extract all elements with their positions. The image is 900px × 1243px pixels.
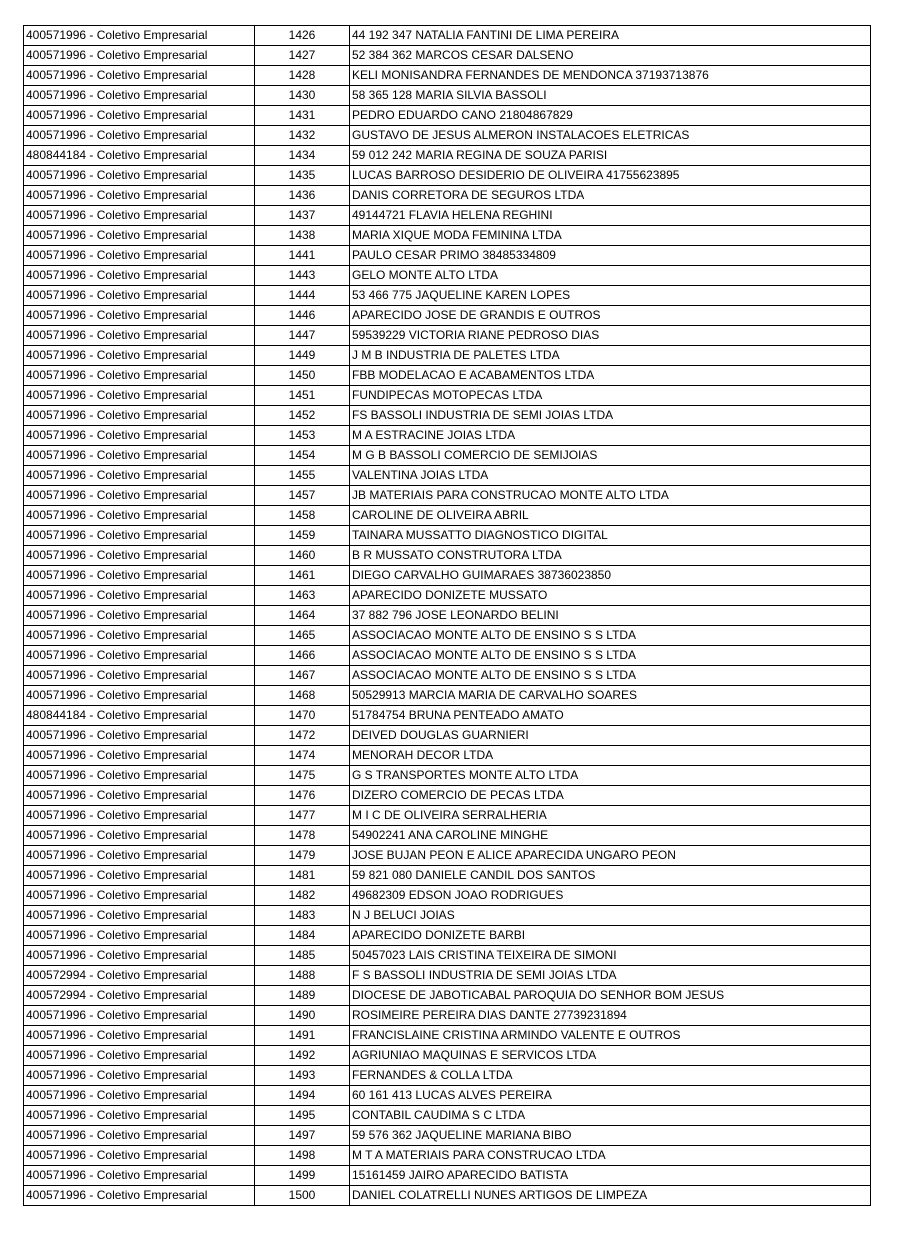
contract-cell: 400571996 - Coletivo Empresarial [24, 426, 255, 446]
contract-cell: 400571996 - Coletivo Empresarial [24, 506, 255, 526]
number-cell: 1485 [255, 946, 350, 966]
contract-cell: 480844184 - Coletivo Empresarial [24, 146, 255, 166]
table-row [24, 1146, 871, 1166]
name-cell: PEDRO EDUARDO CANO 21804867829 [350, 106, 871, 126]
contract-cell: 400571996 - Coletivo Empresarial [24, 586, 255, 606]
name-cell: M A ESTRACINE JOIAS LTDA [350, 426, 871, 446]
name-cell: FUNDIPECAS MOTOPECAS LTDA [350, 386, 871, 406]
number-cell: 1443 [255, 266, 350, 286]
name-cell: 49682309 EDSON JOAO RODRIGUES [350, 886, 871, 906]
contract-cell: 400571996 - Coletivo Empresarial [24, 86, 255, 106]
name-cell: 15161459 JAIRO APARECIDO BATISTA [350, 1166, 871, 1186]
contract-cell: 400571996 - Coletivo Empresarial [24, 946, 255, 966]
table-row [24, 1006, 871, 1026]
contracts-table-body [24, 26, 871, 1206]
number-cell: 1453 [255, 426, 350, 446]
name-cell: ROSIMEIRE PEREIRA DIAS DANTE 27739231894 [350, 1006, 871, 1026]
table-row [24, 466, 871, 486]
number-cell: 1446 [255, 306, 350, 326]
name-cell: FERNANDES & COLLA LTDA [350, 1066, 871, 1086]
contract-cell: 400571996 - Coletivo Empresarial [24, 346, 255, 366]
number-cell: 1430 [255, 86, 350, 106]
contract-cell: 400571996 - Coletivo Empresarial [24, 186, 255, 206]
number-cell: 1499 [255, 1166, 350, 1186]
number-cell: 1484 [255, 926, 350, 946]
contract-cell: 400571996 - Coletivo Empresarial [24, 806, 255, 826]
table-row [24, 326, 871, 346]
contract-cell: 400571996 - Coletivo Empresarial [24, 326, 255, 346]
number-cell: 1477 [255, 806, 350, 826]
name-cell: 53 466 775 JAQUELINE KAREN LOPES [350, 286, 871, 306]
name-cell: FBB MODELACAO E ACABAMENTOS LTDA [350, 366, 871, 386]
table-row [24, 46, 871, 66]
number-cell: 1467 [255, 666, 350, 686]
name-cell: ASSOCIACAO MONTE ALTO DE ENSINO S S LTDA [350, 666, 871, 686]
name-cell: DIEGO CARVALHO GUIMARAES 38736023850 [350, 566, 871, 586]
number-cell: 1428 [255, 66, 350, 86]
table-row [24, 1166, 871, 1186]
name-cell: DANIEL COLATRELLI NUNES ARTIGOS DE LIMPEZA [350, 1186, 871, 1206]
number-cell: 1431 [255, 106, 350, 126]
number-cell: 1455 [255, 466, 350, 486]
number-cell: 1427 [255, 46, 350, 66]
table-row [24, 666, 871, 686]
number-cell: 1498 [255, 1146, 350, 1166]
table-row [24, 886, 871, 906]
name-cell: 50457023 LAIS CRISTINA TEIXEIRA DE SIMONI [350, 946, 871, 966]
table-row [24, 726, 871, 746]
number-cell: 1500 [255, 1186, 350, 1206]
contract-cell: 400571996 - Coletivo Empresarial [24, 1086, 255, 1106]
number-cell: 1479 [255, 846, 350, 866]
number-cell: 1482 [255, 886, 350, 906]
name-cell: 54902241 ANA CAROLINE MINGHE [350, 826, 871, 846]
name-cell: MENORAH DECOR LTDA [350, 746, 871, 766]
number-cell: 1452 [255, 406, 350, 426]
table-row [24, 226, 871, 246]
number-cell: 1481 [255, 866, 350, 886]
name-cell: DIZERO COMERCIO DE PECAS LTDA [350, 786, 871, 806]
number-cell: 1438 [255, 226, 350, 246]
number-cell: 1437 [255, 206, 350, 226]
table-row [24, 986, 871, 1006]
name-cell: 58 365 128 MARIA SILVIA BASSOLI [350, 86, 871, 106]
number-cell: 1483 [255, 906, 350, 926]
contract-cell: 400572994 - Coletivo Empresarial [24, 966, 255, 986]
contract-cell: 400571996 - Coletivo Empresarial [24, 1146, 255, 1166]
contract-cell: 400571996 - Coletivo Empresarial [24, 266, 255, 286]
table-row [24, 1126, 871, 1146]
contract-cell: 400571996 - Coletivo Empresarial [24, 406, 255, 426]
number-cell: 1472 [255, 726, 350, 746]
name-cell: JB MATERIAIS PARA CONSTRUCAO MONTE ALTO LTDA [350, 486, 871, 506]
number-cell: 1493 [255, 1066, 350, 1086]
contract-cell: 400571996 - Coletivo Empresarial [24, 1106, 255, 1126]
name-cell: 59539229 VICTORIA RIANE PEDROSO DIAS [350, 326, 871, 346]
table-row [24, 126, 871, 146]
name-cell: 59 012 242 MARIA REGINA DE SOUZA PARISI [350, 146, 871, 166]
number-cell: 1497 [255, 1126, 350, 1146]
number-cell: 1468 [255, 686, 350, 706]
number-cell: 1457 [255, 486, 350, 506]
table-row [24, 806, 871, 826]
table-row [24, 66, 871, 86]
table-row [24, 186, 871, 206]
contract-cell: 400571996 - Coletivo Empresarial [24, 1026, 255, 1046]
number-cell: 1432 [255, 126, 350, 146]
table-row [24, 826, 871, 846]
table-row [24, 246, 871, 266]
table-row [24, 266, 871, 286]
table-row [24, 786, 871, 806]
name-cell: G S TRANSPORTES MONTE ALTO LTDA [350, 766, 871, 786]
name-cell: APARECIDO DONIZETE MUSSATO [350, 586, 871, 606]
contract-cell: 400571996 - Coletivo Empresarial [24, 26, 255, 46]
table-row [24, 346, 871, 366]
contract-cell: 400571996 - Coletivo Empresarial [24, 666, 255, 686]
contract-cell: 400571996 - Coletivo Empresarial [24, 446, 255, 466]
table-row [24, 606, 871, 626]
contract-cell: 400571996 - Coletivo Empresarial [24, 546, 255, 566]
table-row [24, 686, 871, 706]
contract-cell: 400571996 - Coletivo Empresarial [24, 726, 255, 746]
contract-cell: 400571996 - Coletivo Empresarial [24, 1006, 255, 1026]
contract-cell: 400571996 - Coletivo Empresarial [24, 826, 255, 846]
contract-cell: 400571996 - Coletivo Empresarial [24, 386, 255, 406]
contract-cell: 400571996 - Coletivo Empresarial [24, 1126, 255, 1146]
contract-cell: 400571996 - Coletivo Empresarial [24, 626, 255, 646]
table-row [24, 1046, 871, 1066]
name-cell: F S BASSOLI INDUSTRIA DE SEMI JOIAS LTDA [350, 966, 871, 986]
contract-cell: 400571996 - Coletivo Empresarial [24, 66, 255, 86]
number-cell: 1458 [255, 506, 350, 526]
name-cell: B R MUSSATO CONSTRUTORA LTDA [350, 546, 871, 566]
contract-cell: 400571996 - Coletivo Empresarial [24, 766, 255, 786]
contract-cell: 400571996 - Coletivo Empresarial [24, 866, 255, 886]
table-row [24, 146, 871, 166]
table-row [24, 1026, 871, 1046]
contract-cell: 400571996 - Coletivo Empresarial [24, 846, 255, 866]
table-row [24, 206, 871, 226]
table-row [24, 286, 871, 306]
table-row [24, 1186, 871, 1206]
table-row [24, 506, 871, 526]
number-cell: 1450 [255, 366, 350, 386]
name-cell: APARECIDO DONIZETE BARBI [350, 926, 871, 946]
number-cell: 1475 [255, 766, 350, 786]
table-row [24, 586, 871, 606]
contract-cell: 400571996 - Coletivo Empresarial [24, 786, 255, 806]
contract-cell: 400571996 - Coletivo Empresarial [24, 1186, 255, 1206]
table-row [24, 706, 871, 726]
name-cell: ASSOCIACAO MONTE ALTO DE ENSINO S S LTDA [350, 626, 871, 646]
table-row [24, 446, 871, 466]
number-cell: 1463 [255, 586, 350, 606]
contract-cell: 480844184 - Coletivo Empresarial [24, 706, 255, 726]
table-row [24, 846, 871, 866]
table-row [24, 366, 871, 386]
name-cell: AGRIUNIAO MAQUINAS E SERVICOS LTDA [350, 1046, 871, 1066]
contract-cell: 400571996 - Coletivo Empresarial [24, 286, 255, 306]
name-cell: 59 821 080 DANIELE CANDIL DOS SANTOS [350, 866, 871, 886]
name-cell: M G B BASSOLI COMERCIO DE SEMIJOIAS [350, 446, 871, 466]
number-cell: 1461 [255, 566, 350, 586]
contract-cell: 400571996 - Coletivo Empresarial [24, 606, 255, 626]
table-row [24, 946, 871, 966]
name-cell: APARECIDO JOSE DE GRANDIS E OUTROS [350, 306, 871, 326]
contract-cell: 400572994 - Coletivo Empresarial [24, 986, 255, 1006]
name-cell: FS BASSOLI INDUSTRIA DE SEMI JOIAS LTDA [350, 406, 871, 426]
number-cell: 1470 [255, 706, 350, 726]
contract-cell: 400571996 - Coletivo Empresarial [24, 886, 255, 906]
number-cell: 1459 [255, 526, 350, 546]
contract-cell: 400571996 - Coletivo Empresarial [24, 466, 255, 486]
name-cell: KELI MONISANDRA FERNANDES DE MENDONCA 37193713876 [350, 66, 871, 86]
number-cell: 1492 [255, 1046, 350, 1066]
contract-cell: 400571996 - Coletivo Empresarial [24, 526, 255, 546]
number-cell: 1488 [255, 966, 350, 986]
contract-cell: 400571996 - Coletivo Empresarial [24, 926, 255, 946]
name-cell: M I C DE OLIVEIRA SERRALHERIA [350, 806, 871, 826]
number-cell: 1435 [255, 166, 350, 186]
name-cell: ASSOCIACAO MONTE ALTO DE ENSINO S S LTDA [350, 646, 871, 666]
table-row [24, 26, 871, 46]
name-cell: VALENTINA JOIAS LTDA [350, 466, 871, 486]
contract-cell: 400571996 - Coletivo Empresarial [24, 906, 255, 926]
number-cell: 1454 [255, 446, 350, 466]
contract-cell: 400571996 - Coletivo Empresarial [24, 366, 255, 386]
table-row [24, 1106, 871, 1126]
number-cell: 1474 [255, 746, 350, 766]
contract-cell: 400571996 - Coletivo Empresarial [24, 106, 255, 126]
contract-cell: 400571996 - Coletivo Empresarial [24, 646, 255, 666]
name-cell: DANIS CORRETORA DE SEGUROS LTDA [350, 186, 871, 206]
table-row [24, 426, 871, 446]
name-cell: PAULO CESAR PRIMO 38485334809 [350, 246, 871, 266]
name-cell: GELO MONTE ALTO LTDA [350, 266, 871, 286]
number-cell: 1441 [255, 246, 350, 266]
name-cell: 50529913 MARCIA MARIA DE CARVALHO SOARES [350, 686, 871, 706]
name-cell: TAINARA MUSSATTO DIAGNOSTICO DIGITAL [350, 526, 871, 546]
name-cell: CONTABIL CAUDIMA S C LTDA [350, 1106, 871, 1126]
name-cell: DEIVED DOUGLAS GUARNIERI [350, 726, 871, 746]
name-cell: GUSTAVO DE JESUS ALMERON INSTALACOES ELETRICAS [350, 126, 871, 146]
table-row [24, 966, 871, 986]
name-cell: 51784754 BRUNA PENTEADO AMATO [350, 706, 871, 726]
name-cell: J M B INDUSTRIA DE PALETES LTDA [350, 346, 871, 366]
table-row [24, 486, 871, 506]
table-row [24, 906, 871, 926]
number-cell: 1491 [255, 1026, 350, 1046]
table-row [24, 306, 871, 326]
table-row [24, 106, 871, 126]
contract-cell: 400571996 - Coletivo Empresarial [24, 1046, 255, 1066]
table-row [24, 386, 871, 406]
number-cell: 1449 [255, 346, 350, 366]
number-cell: 1436 [255, 186, 350, 206]
contract-cell: 400571996 - Coletivo Empresarial [24, 206, 255, 226]
number-cell: 1464 [255, 606, 350, 626]
table-row [24, 546, 871, 566]
name-cell: 59 576 362 JAQUELINE MARIANA BIBO [350, 1126, 871, 1146]
number-cell: 1495 [255, 1106, 350, 1126]
contract-cell: 400571996 - Coletivo Empresarial [24, 566, 255, 586]
number-cell: 1447 [255, 326, 350, 346]
name-cell: CAROLINE DE OLIVEIRA ABRIL [350, 506, 871, 526]
table-row [24, 866, 871, 886]
table-row [24, 766, 871, 786]
name-cell: FRANCISLAINE CRISTINA ARMINDO VALENTE E OUTROS [350, 1026, 871, 1046]
contract-cell: 400571996 - Coletivo Empresarial [24, 686, 255, 706]
name-cell: 37 882 796 JOSE LEONARDO BELINI [350, 606, 871, 626]
name-cell: JOSE BUJAN PEON E ALICE APARECIDA UNGARO PEON [350, 846, 871, 866]
name-cell: MARIA XIQUE MODA FEMININA LTDA [350, 226, 871, 246]
number-cell: 1494 [255, 1086, 350, 1106]
number-cell: 1466 [255, 646, 350, 666]
table-row [24, 166, 871, 186]
name-cell: 49144721 FLAVIA HELENA REGHINI [350, 206, 871, 226]
number-cell: 1451 [255, 386, 350, 406]
name-cell: N J BELUCI JOIAS [350, 906, 871, 926]
number-cell: 1465 [255, 626, 350, 646]
table-row [24, 86, 871, 106]
table-row [24, 926, 871, 946]
table-row [24, 1086, 871, 1106]
table-row [24, 1066, 871, 1086]
name-cell: 44 192 347 NATALIA FANTINI DE LIMA PEREIRA [350, 26, 871, 46]
contract-cell: 400571996 - Coletivo Empresarial [24, 746, 255, 766]
number-cell: 1460 [255, 546, 350, 566]
contract-cell: 400571996 - Coletivo Empresarial [24, 486, 255, 506]
number-cell: 1426 [255, 26, 350, 46]
contracts-table [23, 25, 871, 1206]
number-cell: 1434 [255, 146, 350, 166]
contract-cell: 400571996 - Coletivo Empresarial [24, 246, 255, 266]
name-cell: 52 384 362 MARCOS CESAR DALSENO [350, 46, 871, 66]
contract-cell: 400571996 - Coletivo Empresarial [24, 306, 255, 326]
name-cell: LUCAS BARROSO DESIDERIO DE OLIVEIRA 41755623895 [350, 166, 871, 186]
table-row [24, 626, 871, 646]
number-cell: 1444 [255, 286, 350, 306]
contract-cell: 400571996 - Coletivo Empresarial [24, 1066, 255, 1086]
contract-cell: 400571996 - Coletivo Empresarial [24, 166, 255, 186]
contract-cell: 400571996 - Coletivo Empresarial [24, 226, 255, 246]
contract-cell: 400571996 - Coletivo Empresarial [24, 1166, 255, 1186]
table-row [24, 566, 871, 586]
number-cell: 1478 [255, 826, 350, 846]
name-cell: M T A MATERIAIS PARA CONSTRUCAO LTDA [350, 1146, 871, 1166]
contract-cell: 400571996 - Coletivo Empresarial [24, 46, 255, 66]
table-row [24, 746, 871, 766]
number-cell: 1476 [255, 786, 350, 806]
table-row [24, 406, 871, 426]
number-cell: 1489 [255, 986, 350, 1006]
table-row [24, 646, 871, 666]
contract-cell: 400571996 - Coletivo Empresarial [24, 126, 255, 146]
name-cell: DIOCESE DE JABOTICABAL PAROQUIA DO SENHOR BOM JESUS [350, 986, 871, 1006]
number-cell: 1490 [255, 1006, 350, 1026]
name-cell: 60 161 413 LUCAS ALVES PEREIRA [350, 1086, 871, 1106]
table-row [24, 526, 871, 546]
